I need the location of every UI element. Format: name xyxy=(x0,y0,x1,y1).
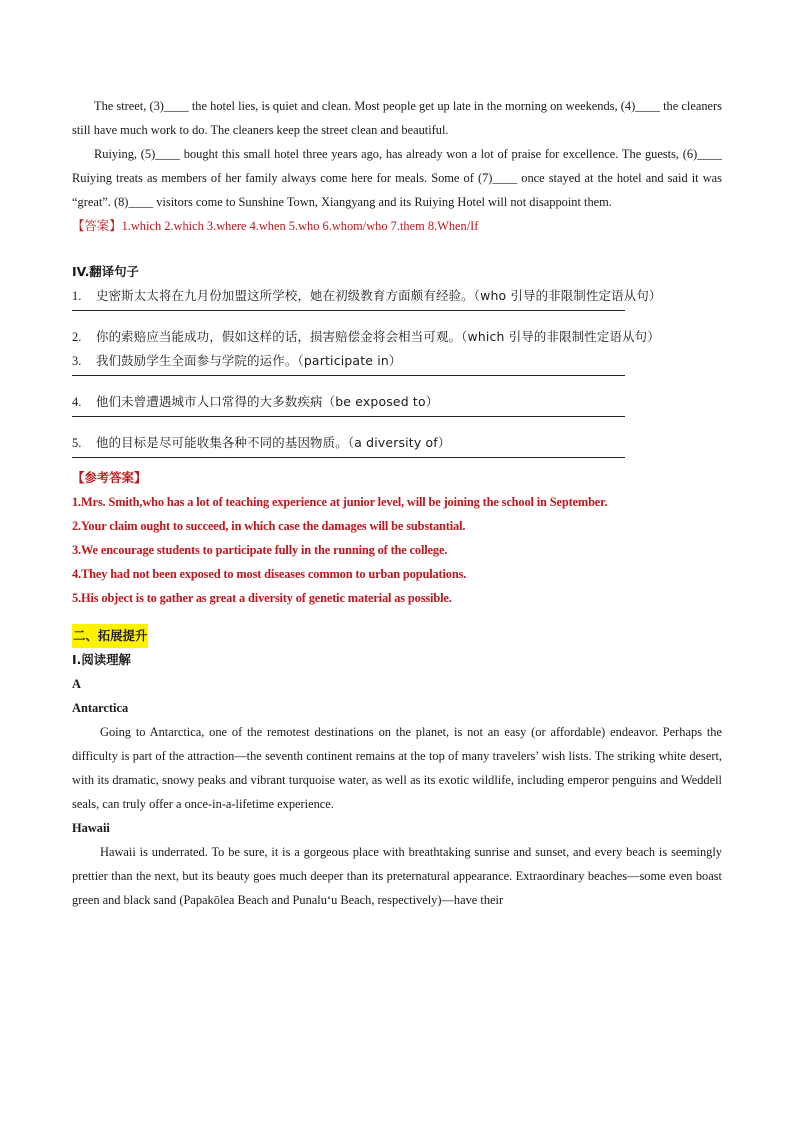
cloze-paragraph-2: Ruiying, (5)____ bought this small hotel three years ago, has already won a lot of praise for excellence. The guests, (6)____ Ruiying treats as members of her family always come here for meals. Some of (7)____ once stayed at the hotel and said it was “great”. (8)____ visitors come to Sunshine Town, Xiangyang and its Ruiying Hotel will not disappoint them. xyxy=(72,147,722,209)
passage-antarctica: Going to Antarctica, one of the remotest destinations on the planet, is not an easy (or affordable) endeavor. Perhaps the difficulty is part of the attraction—the seventh continent remains at the top of many travelers’ wish lists. The striking white desert, with its dramatic, snowy peaks and vibrant turquoise water, as well as its exotic wildlife, including emperor penguins and Weddell seals, can truly offer a once-in-a-lifetime experience. xyxy=(72,725,722,811)
answer-line[interactable] xyxy=(72,457,625,458)
item-number: 1. xyxy=(72,289,82,303)
reference-answer: 2.Your claim ought to succeed, in which case the damages will be substantial. xyxy=(72,519,466,533)
reference-answer: 4.They had not been exposed to most diseases common to urban populations. xyxy=(72,567,467,581)
answer-label: 【答案】 xyxy=(72,218,122,233)
passage-title-hawaii: Hawaii xyxy=(72,821,110,835)
translation-item xyxy=(72,284,722,308)
item-text: 我们鼓励学生全面参与学院的运作。（participate in） xyxy=(96,353,402,368)
translation-heading: IV.翻译句子 xyxy=(72,264,139,279)
translation-item xyxy=(72,349,722,373)
translation-item xyxy=(72,390,722,414)
item-number: 2. xyxy=(72,330,82,344)
part-label: A xyxy=(72,677,81,691)
document-page xyxy=(72,94,722,912)
item-number: 3. xyxy=(72,354,82,368)
item-number: 4. xyxy=(72,395,82,409)
item-number: 5. xyxy=(72,436,82,450)
passage-hawaii: Hawaii is underrated. To be sure, it is a gorgeous place with breathtaking sunrise and sunset, and every beach is seemingly prettier than the next, but its beauty goes much deeper than its preternatural appearance. Extraordinary beaches—some even boast green and black sand (Papakōlea Beach and Punalu‘u Beach, respectively)—have their xyxy=(72,845,722,907)
reference-answer: 5.His object is to gather as great a diversity of genetic material as possible. xyxy=(72,591,452,605)
sub-heading: I.阅读理解 xyxy=(72,652,131,667)
section-heading: 二、拓展提升 xyxy=(72,624,148,648)
translation-item xyxy=(72,431,722,455)
reference-answer: 3.We encourage students to participate fully in the running of the college. xyxy=(72,543,448,557)
reference-answer-label: 【参考答案】 xyxy=(72,470,147,485)
item-text: 他的目标是尽可能收集各种不同的基因物质。（a diversity of） xyxy=(96,435,451,450)
cloze-paragraph-1: The street, (3)____ the hotel lies, is quiet and clean. Most people get up late in the morning on weekends, (4)____ the cleaners still have much work to do. The cleaners keep the street clean and beautiful. xyxy=(72,99,722,137)
cloze-answer xyxy=(72,214,722,238)
item-text: 他们未曾遭遇城市人口常得的大多数疾病（be exposed to） xyxy=(96,394,439,409)
passage-title-antarctica: Antarctica xyxy=(72,701,129,715)
translation-item xyxy=(72,325,722,349)
answer-text: 1.which 2.which 3.where 4.when 5.who 6.whom/who 7.them 8.When/If xyxy=(121,219,479,233)
item-text: 你的索赔应当能成功，假如这样的话，损害赔偿金将会相当可观。（which 引导的非限制性定语从句） xyxy=(96,329,660,344)
item-text: 史密斯太太将在九月份加盟这所学校，她在初级教育方面颇有经验。（who 引导的非限制性定语从句） xyxy=(96,288,662,303)
reference-answer: 1.Mrs. Smith,who has a lot of teaching experience at junior level, will be joining the school in September. xyxy=(72,495,608,509)
